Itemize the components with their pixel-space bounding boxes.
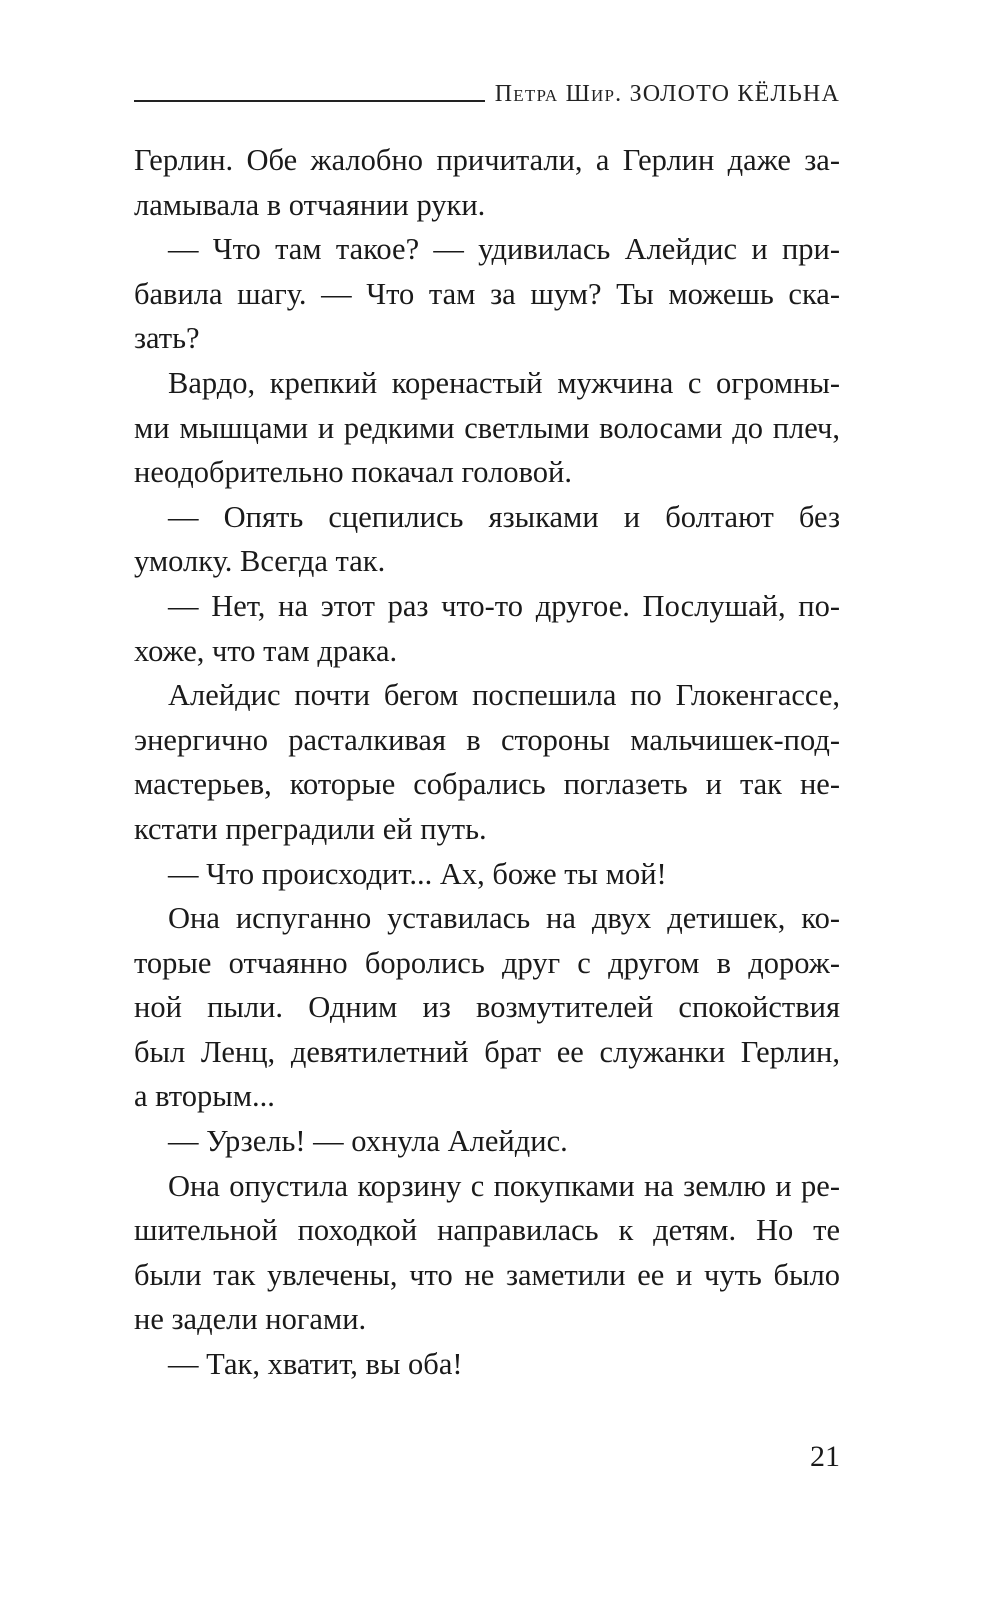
text-line: неодобрительно покачал головой.	[134, 455, 572, 490]
text-line: энергично расталкивая в стороны мальчишек-под-	[134, 722, 840, 757]
header-rule	[134, 100, 485, 102]
text-line: Герлин. Обе жалобно причитали, а Герлин даже за-	[134, 143, 840, 177]
text-line: зать?	[134, 321, 200, 356]
text-line: мастерьев, которые собрались поглазеть и так не-	[134, 767, 840, 802]
header-title: ЗОЛОТО КЁЛЬНА	[629, 81, 840, 107]
text-line: был Ленц, девятилетний брат ее служанки Герлин,	[134, 1034, 840, 1069]
text-line: Вардо, крепкий коренастый мужчина с огромны-	[168, 365, 840, 400]
text-line: ми мышцами и редкими светлыми волосами до плеч,	[134, 410, 840, 445]
text-line: умолку. Всегда так.	[134, 544, 386, 579]
body-text	[134, 138, 840, 1387]
text-line: а вторым...	[134, 1079, 275, 1114]
text-line: были так увлечены, что не заметили ее и чуть было	[134, 1257, 840, 1292]
running-head	[134, 76, 840, 108]
text-line: хоже, что там драка.	[134, 633, 398, 668]
text-line: — Так, хватит, вы оба!	[168, 1347, 463, 1382]
header-author: Петра Шир.	[494, 81, 623, 107]
text-line: — Опять сцепились языками и болтают без	[168, 499, 840, 534]
text-line: торые отчаянно боролись друг с другом в дорож-	[134, 945, 840, 980]
text-line: ной пыли. Одним из возмутителей спокойствия	[134, 990, 840, 1025]
page-number: 21	[810, 1440, 840, 1473]
text-line: шительной походкой направилась к детям. Но те	[134, 1213, 840, 1248]
text-line: Она испуганно уставилась на двух детишек, ко-	[168, 901, 840, 936]
text-line: Она опустила корзину с покупками на землю и ре-	[168, 1168, 840, 1203]
text-line: не задели ногами.	[134, 1302, 367, 1337]
text-line: — Урзель! — охнула Алейдис.	[168, 1124, 568, 1159]
text-line: кстати преградили ей путь.	[134, 811, 487, 846]
text-line: — Нет, на этот раз что-то другое. Послушай, по-	[168, 588, 840, 623]
text-line: Алейдис почти бегом поспешила по Глокенгассе,	[168, 678, 840, 713]
header-text	[495, 81, 840, 108]
text-line: бавила шагу. — Что там за шум? Ты можешь ска-	[134, 276, 840, 311]
text-line: — Что там такое? — удивилась Алейдис и при-	[168, 232, 840, 267]
text-line: ламывала в отчаянии руки.	[134, 187, 486, 222]
text-line: — Что происходит... Ах, боже ты мой!	[168, 856, 667, 891]
